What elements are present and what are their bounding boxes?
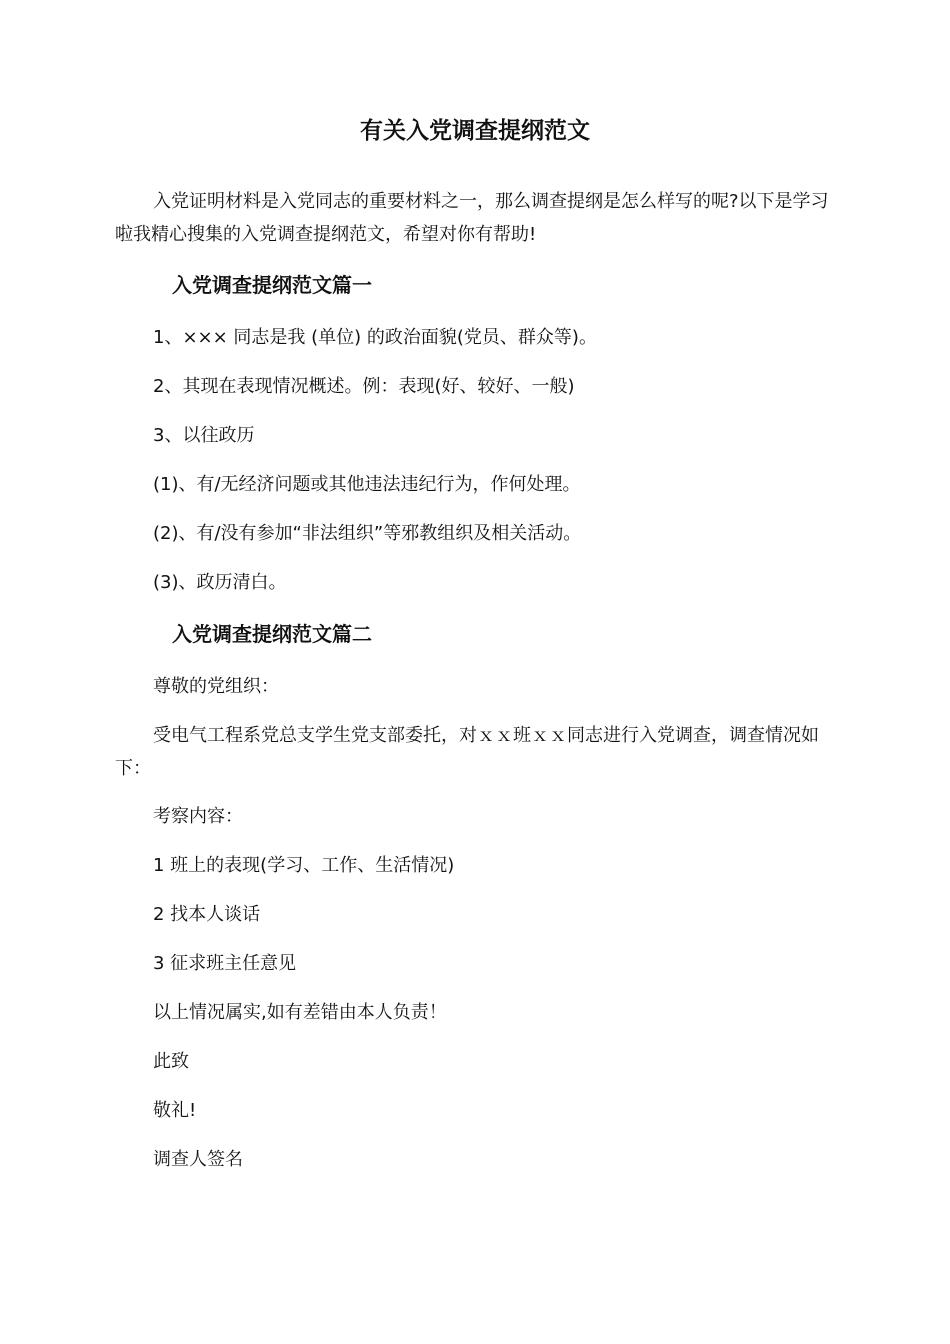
section1-heading: 入党调查提纲范文篇一 [172,273,372,297]
section2-signature: 调查人签名 [153,1149,243,1170]
section1-item-5: (2)、有/没有参加“非法组织”等邪教组织及相关活动。 [153,523,582,544]
document-title: 有关入党调查提纲范文 [360,118,590,144]
section1-item-3: 3、以往政历 [153,425,255,446]
section1-item-2: 2、其现在表现情况概述。例：表现(好、较好、一般) [153,376,575,397]
section2-salutation: 尊敬的党组织： [153,676,279,697]
section2-body-paragraph: 受电气工程系党总支学生党支部委托，对ｘｘ班ｘｘ同志进行入党调查，调查情况如下： [115,725,819,779]
section2-closing-2: 敬礼! [153,1100,197,1121]
section2-item-5: 以上情况属实,如有差错由本人负责！ [153,1002,447,1023]
section2-closing-1: 此致 [153,1051,189,1072]
section2-item-2: 1 班上的表现(学习、工作、生活情况) [153,855,455,876]
section2-item-4: 3 征求班主任意见 [153,953,297,974]
section2-item-3: 2 找本人谈话 [153,904,261,925]
section1-item-6: (3)、政历清白。 [153,572,287,593]
section1-item-1: 1、××× 同志是我 (单位) 的政治面貌(党员、群众等)。 [153,327,597,348]
intro-paragraph: 入党证明材料是入党同志的重要材料之一，那么调查提纲是怎么样写的呢?以下是学习啦我精心搜集的入党调查提纲范文，希望对你有帮助! [115,191,829,245]
section2-heading: 入党调查提纲范文篇二 [172,622,372,646]
section1-item-4: (1)、有/无经济问题或其他违法违纪行为，作何处理。 [153,474,581,495]
section2-item-1: 考察内容： [153,806,243,827]
